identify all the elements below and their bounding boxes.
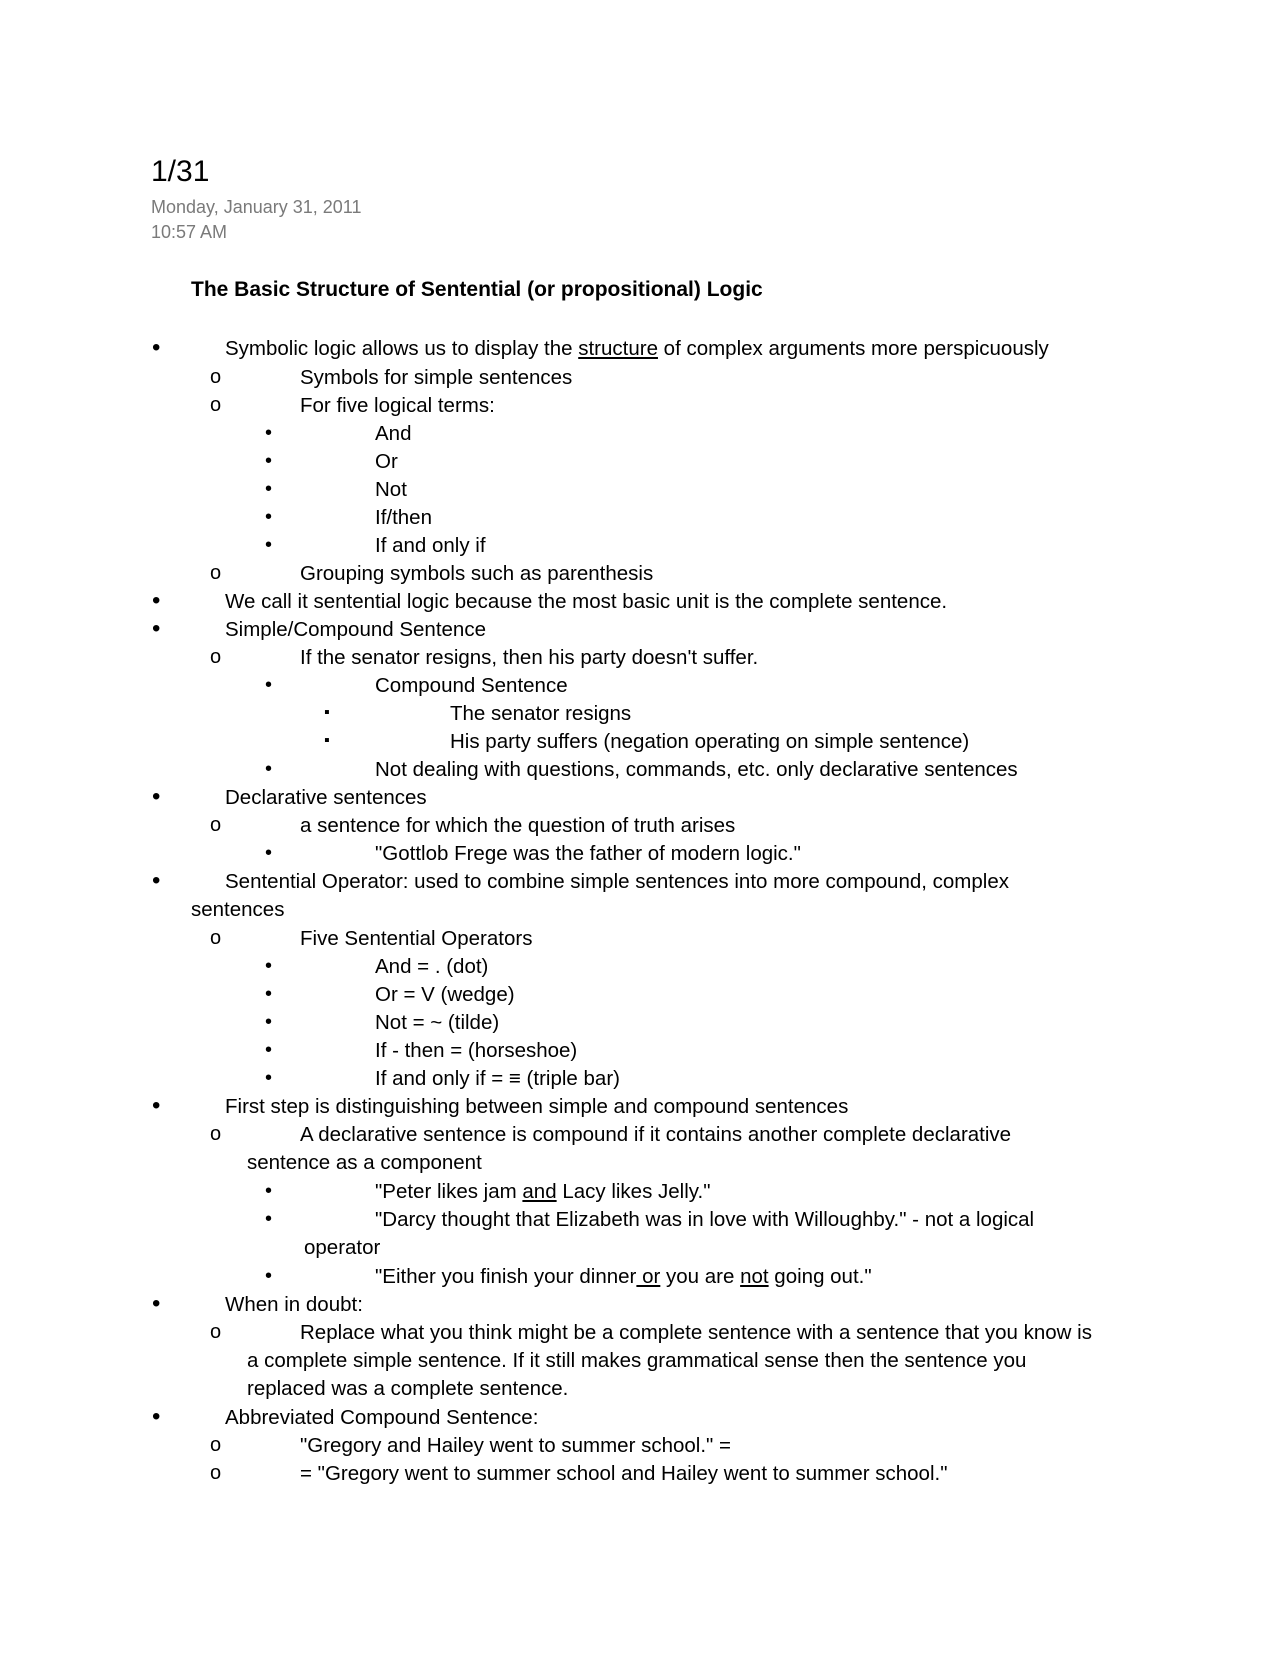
list-item-continuation: a complete simple sentence. If it still makes grammatical sense then the sentence you <box>247 1349 1027 1372</box>
bullet-small-disc-icon: • <box>265 1067 273 1089</box>
list-item: His party suffers (negation operating on simple sentence) <box>450 730 970 753</box>
list-item <box>375 1178 711 1206</box>
bullet-circle-icon: o <box>210 1321 222 1343</box>
bullet-disc-icon: • <box>152 867 161 894</box>
bullet-disc-icon: • <box>152 1092 161 1119</box>
bullet-small-disc-icon: • <box>265 478 273 500</box>
list-item: Not dealing with questions, commands, etc. only declarative sentences <box>375 758 1018 781</box>
list-item: a sentence for which the question of truth arises <box>300 814 736 837</box>
list-item: Not = ~ (tilde) <box>375 1011 500 1034</box>
list-item: "Gregory and Hailey went to summer school." = <box>300 1434 732 1457</box>
list-item: Replace what you think might be a complete sentence with a sentence that you know is <box>300 1321 1092 1344</box>
list-item: Not <box>375 478 407 501</box>
bullet-small-disc-icon: • <box>265 450 273 472</box>
bullet-small-disc-icon: • <box>265 1180 273 1202</box>
text-segment: Symbolic logic allows us to display the <box>225 337 579 360</box>
list-item: Simple/Compound Sentence <box>225 618 486 641</box>
bullet-disc-icon: • <box>152 783 161 810</box>
underlined-text: structure <box>578 337 658 360</box>
bullet-circle-icon: o <box>210 562 222 584</box>
bullet-small-disc-icon: • <box>265 506 273 528</box>
list-item: If and only if = ≡ (triple bar) <box>375 1067 620 1090</box>
list-item: And <box>375 422 412 445</box>
bullet-small-disc-icon: • <box>265 842 273 864</box>
list-item: Or = V (wedge) <box>375 983 515 1006</box>
list-item: "Gottlob Frege was the father of modern logic." <box>375 842 801 865</box>
bullet-small-disc-icon: • <box>265 1039 273 1061</box>
list-item: Sentential Operator: used to combine simple sentences into more compound, complex <box>225 870 1009 893</box>
list-item: Symbols for simple sentences <box>300 366 573 389</box>
list-item: Abbreviated Compound Sentence: <box>225 1406 539 1429</box>
bullet-small-disc-icon: • <box>265 422 273 444</box>
underlined-text: not <box>740 1265 769 1288</box>
bullet-disc-icon: • <box>152 615 161 642</box>
bullet-small-disc-icon: • <box>265 955 273 977</box>
list-item: We call it sentential logic because the most basic unit is the complete sentence. <box>225 590 948 613</box>
bullet-small-disc-icon: • <box>265 534 273 556</box>
text-segment: you are <box>660 1265 741 1288</box>
bullet-small-disc-icon: • <box>265 1265 273 1287</box>
underlined-text: and <box>522 1180 557 1203</box>
text-segment: "Either you finish your dinner <box>375 1265 637 1288</box>
bullet-disc-icon: • <box>152 1403 161 1430</box>
bullet-disc-icon: • <box>152 587 161 614</box>
list-item-continuation: replaced was a complete sentence. <box>247 1377 569 1400</box>
bullet-disc-icon: • <box>152 334 161 361</box>
bullet-circle-icon: o <box>210 927 222 949</box>
underlined-text: or <box>636 1265 661 1288</box>
list-item: Compound Sentence <box>375 674 568 697</box>
list-item: First step is distinguishing between simple and compound sentences <box>225 1095 849 1118</box>
bullet-circle-icon: o <box>210 814 222 836</box>
note-time: 10:57 AM <box>151 222 228 242</box>
list-item: = "Gregory went to summer school and Hailey went to summer school." <box>300 1462 948 1485</box>
list-item: If/then <box>375 506 432 529</box>
list-item-continuation: operator <box>304 1236 381 1259</box>
text-segment: "Peter likes jam <box>375 1180 523 1203</box>
text-segment: Lacy likes Jelly." <box>556 1180 711 1203</box>
list-item: If - then = (horseshoe) <box>375 1039 578 1062</box>
bullet-small-disc-icon: • <box>265 1208 273 1230</box>
note-date: Monday, January 31, 2011 <box>151 197 362 217</box>
list-item: Five Sentential Operators <box>300 927 533 950</box>
text-segment: of complex arguments more perspicuously <box>657 337 1049 360</box>
list-item: The senator resigns <box>450 702 632 725</box>
bullet-small-disc-icon: • <box>265 758 273 780</box>
bullet-circle-icon: o <box>210 394 222 416</box>
list-item: Or <box>375 450 398 473</box>
bullet-disc-icon: • <box>152 1290 161 1317</box>
bullet-circle-icon: o <box>210 1462 222 1484</box>
list-item: A declarative sentence is compound if it contains another complete declarative <box>300 1123 1012 1146</box>
text-segment: going out." <box>768 1265 872 1288</box>
bullet-circle-icon: o <box>210 1123 222 1145</box>
list-item-continuation: sentences <box>191 898 285 921</box>
bullet-small-disc-icon: • <box>265 1011 273 1033</box>
list-item <box>375 1263 872 1291</box>
list-item: If and only if <box>375 534 486 557</box>
list-item: "Darcy thought that Elizabeth was in love with Willoughby." - not a logical <box>375 1208 1035 1231</box>
bullet-small-disc-icon: • <box>265 674 273 696</box>
page-title: 1/31 <box>151 155 210 188</box>
bullet-circle-icon: o <box>210 1434 222 1456</box>
list-item: When in doubt: <box>225 1293 363 1316</box>
list-item: Grouping symbols such as parenthesis <box>300 562 654 585</box>
list-item: And = . (dot) <box>375 955 489 978</box>
bullet-square-icon: ▪ <box>324 704 330 721</box>
bullet-circle-icon: o <box>210 646 222 668</box>
bullet-square-icon: ▪ <box>324 732 330 749</box>
bullet-small-disc-icon: • <box>265 983 273 1005</box>
list-item <box>225 335 1049 363</box>
list-item-continuation: sentence as a component <box>247 1151 482 1174</box>
list-item: Declarative sentences <box>225 786 427 809</box>
list-item: If the senator resigns, then his party doesn't suffer. <box>300 646 759 669</box>
section-heading: The Basic Structure of Sentential (or propositional) Logic <box>191 278 763 301</box>
list-item: For five logical terms: <box>300 394 495 417</box>
bullet-circle-icon: o <box>210 366 222 388</box>
